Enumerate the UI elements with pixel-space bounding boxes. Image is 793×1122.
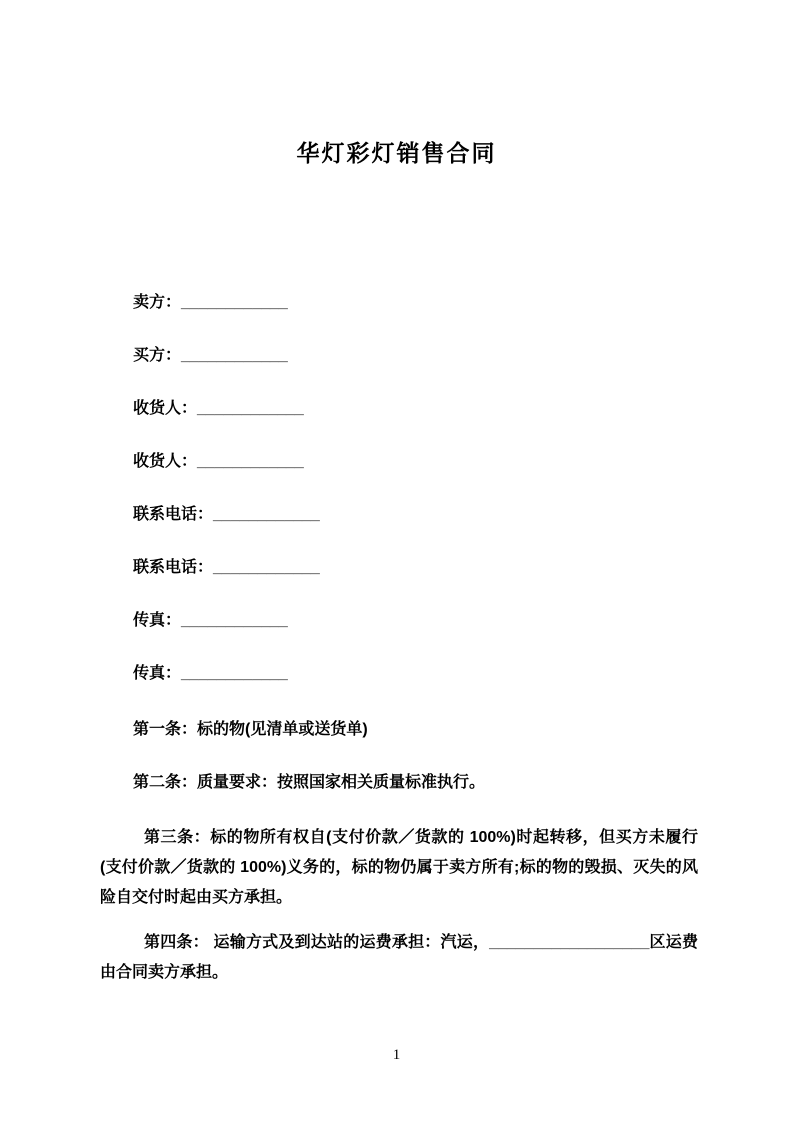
field-label: 收货人： (133, 452, 198, 470)
clause-2: 第二条：质量要求：按照国家相关质量标准执行。 (133, 773, 486, 791)
blank-line: __________________ (489, 933, 650, 951)
blank-line: ____________ (197, 399, 304, 417)
blank-line: ____________ (197, 452, 304, 470)
field-label: 联系电话： (133, 558, 214, 576)
field-label: 传真： (133, 611, 182, 629)
field-phone-1 (133, 507, 793, 523)
field-label: 传真： (133, 664, 182, 682)
clause-3: 第三条：标的物所有权自(支付价款／货款的 100%)时起转移，但买方未履行(支付价款／货款的 100%)义务的，标的物仍属于卖方所有;标的物的毁损、灭失的风险自交付时起由买方承担。 (100, 828, 698, 906)
blank-line: ____________ (181, 346, 288, 364)
field-label: 买方： (133, 346, 182, 364)
blank-line: ____________ (213, 505, 320, 523)
clause-4-text: 第四条： 运输方式及到达站的运费承担：汽运， (144, 933, 490, 951)
field-label: 卖方： (133, 293, 182, 311)
clause-1: 第一条：标的物(见清单或送货单) (133, 720, 368, 738)
field-seller (133, 295, 793, 311)
document-title: 华灯彩灯销售合同 (296, 140, 497, 166)
party-fields (133, 295, 793, 682)
field-consignee-1 (133, 401, 793, 417)
field-fax-2 (133, 666, 793, 682)
blank-line: ____________ (213, 558, 320, 576)
field-consignee-2 (133, 454, 793, 470)
field-buyer (133, 348, 793, 364)
blank-line: ____________ (181, 293, 288, 311)
blank-line: ____________ (181, 664, 288, 682)
clause-4-text-suffix: 区运费由合同卖方承担。 (100, 933, 698, 981)
field-label: 收货人： (133, 399, 198, 417)
field-fax-1 (133, 613, 793, 629)
field-label: 联系电话： (133, 505, 214, 523)
clause-4 (100, 928, 698, 988)
page-number: 1 (392, 1047, 401, 1063)
field-phone-2 (133, 560, 793, 576)
blank-line: ____________ (181, 611, 288, 629)
